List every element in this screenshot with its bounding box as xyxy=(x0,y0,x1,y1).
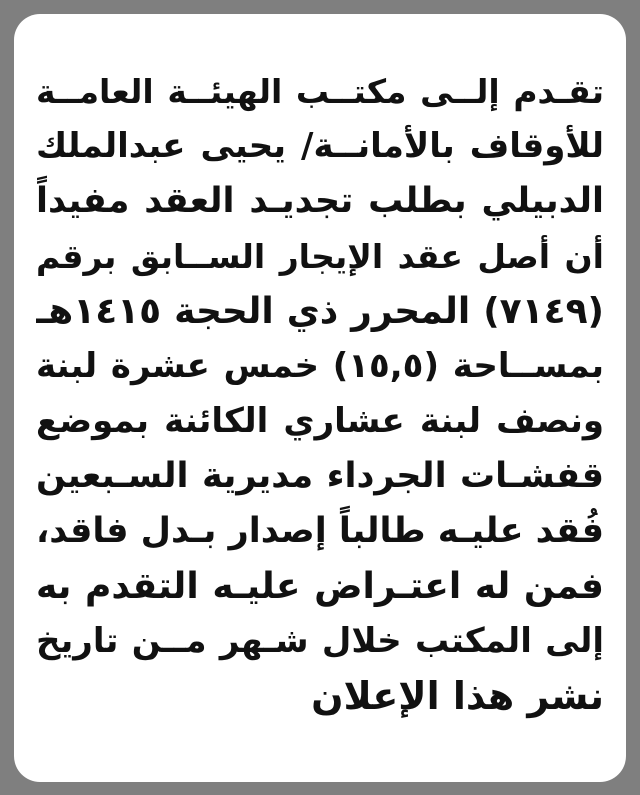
notice-line-5: (٧١٤٩) المحرر ذي الحجة ١٤١٥هـ xyxy=(36,291,604,332)
notice-line-10: فمن له اعتـراض عليـه التقدم به xyxy=(36,566,604,607)
notice-line-3: الدبيلي بطلب تجديـد العقد مفيداً xyxy=(36,181,604,221)
notice-text xyxy=(36,64,604,724)
notice-line-9: فُقد عليـه طالباً إصدار بـدل فاقد، xyxy=(36,511,604,551)
notice-line-2: للأوقاف بالأمانــة/ يحيى عبدالملك xyxy=(36,126,604,166)
notice-line-4: أن أصل عقد الإيجار الســابق برقم xyxy=(36,237,604,276)
notice-line-11: إلى المكتب خلال شـهر مــن تاريخ xyxy=(36,621,604,661)
notice-line-1: تقـدم إلــى مكتــب الهيئــة العامــة xyxy=(36,72,604,111)
notice-line-7: ونصف لبنة عشاري الكائنة بموضع xyxy=(36,401,604,441)
notice-line-6: بمســاحة (١٥,٥) خمس عشرة لبنة xyxy=(36,346,604,386)
notice-line-12: نشر هذا الإعلان xyxy=(311,674,604,718)
notice-card xyxy=(14,14,626,782)
notice-line-8: قفشـات الجرداء مديرية السـبعين xyxy=(36,456,604,496)
